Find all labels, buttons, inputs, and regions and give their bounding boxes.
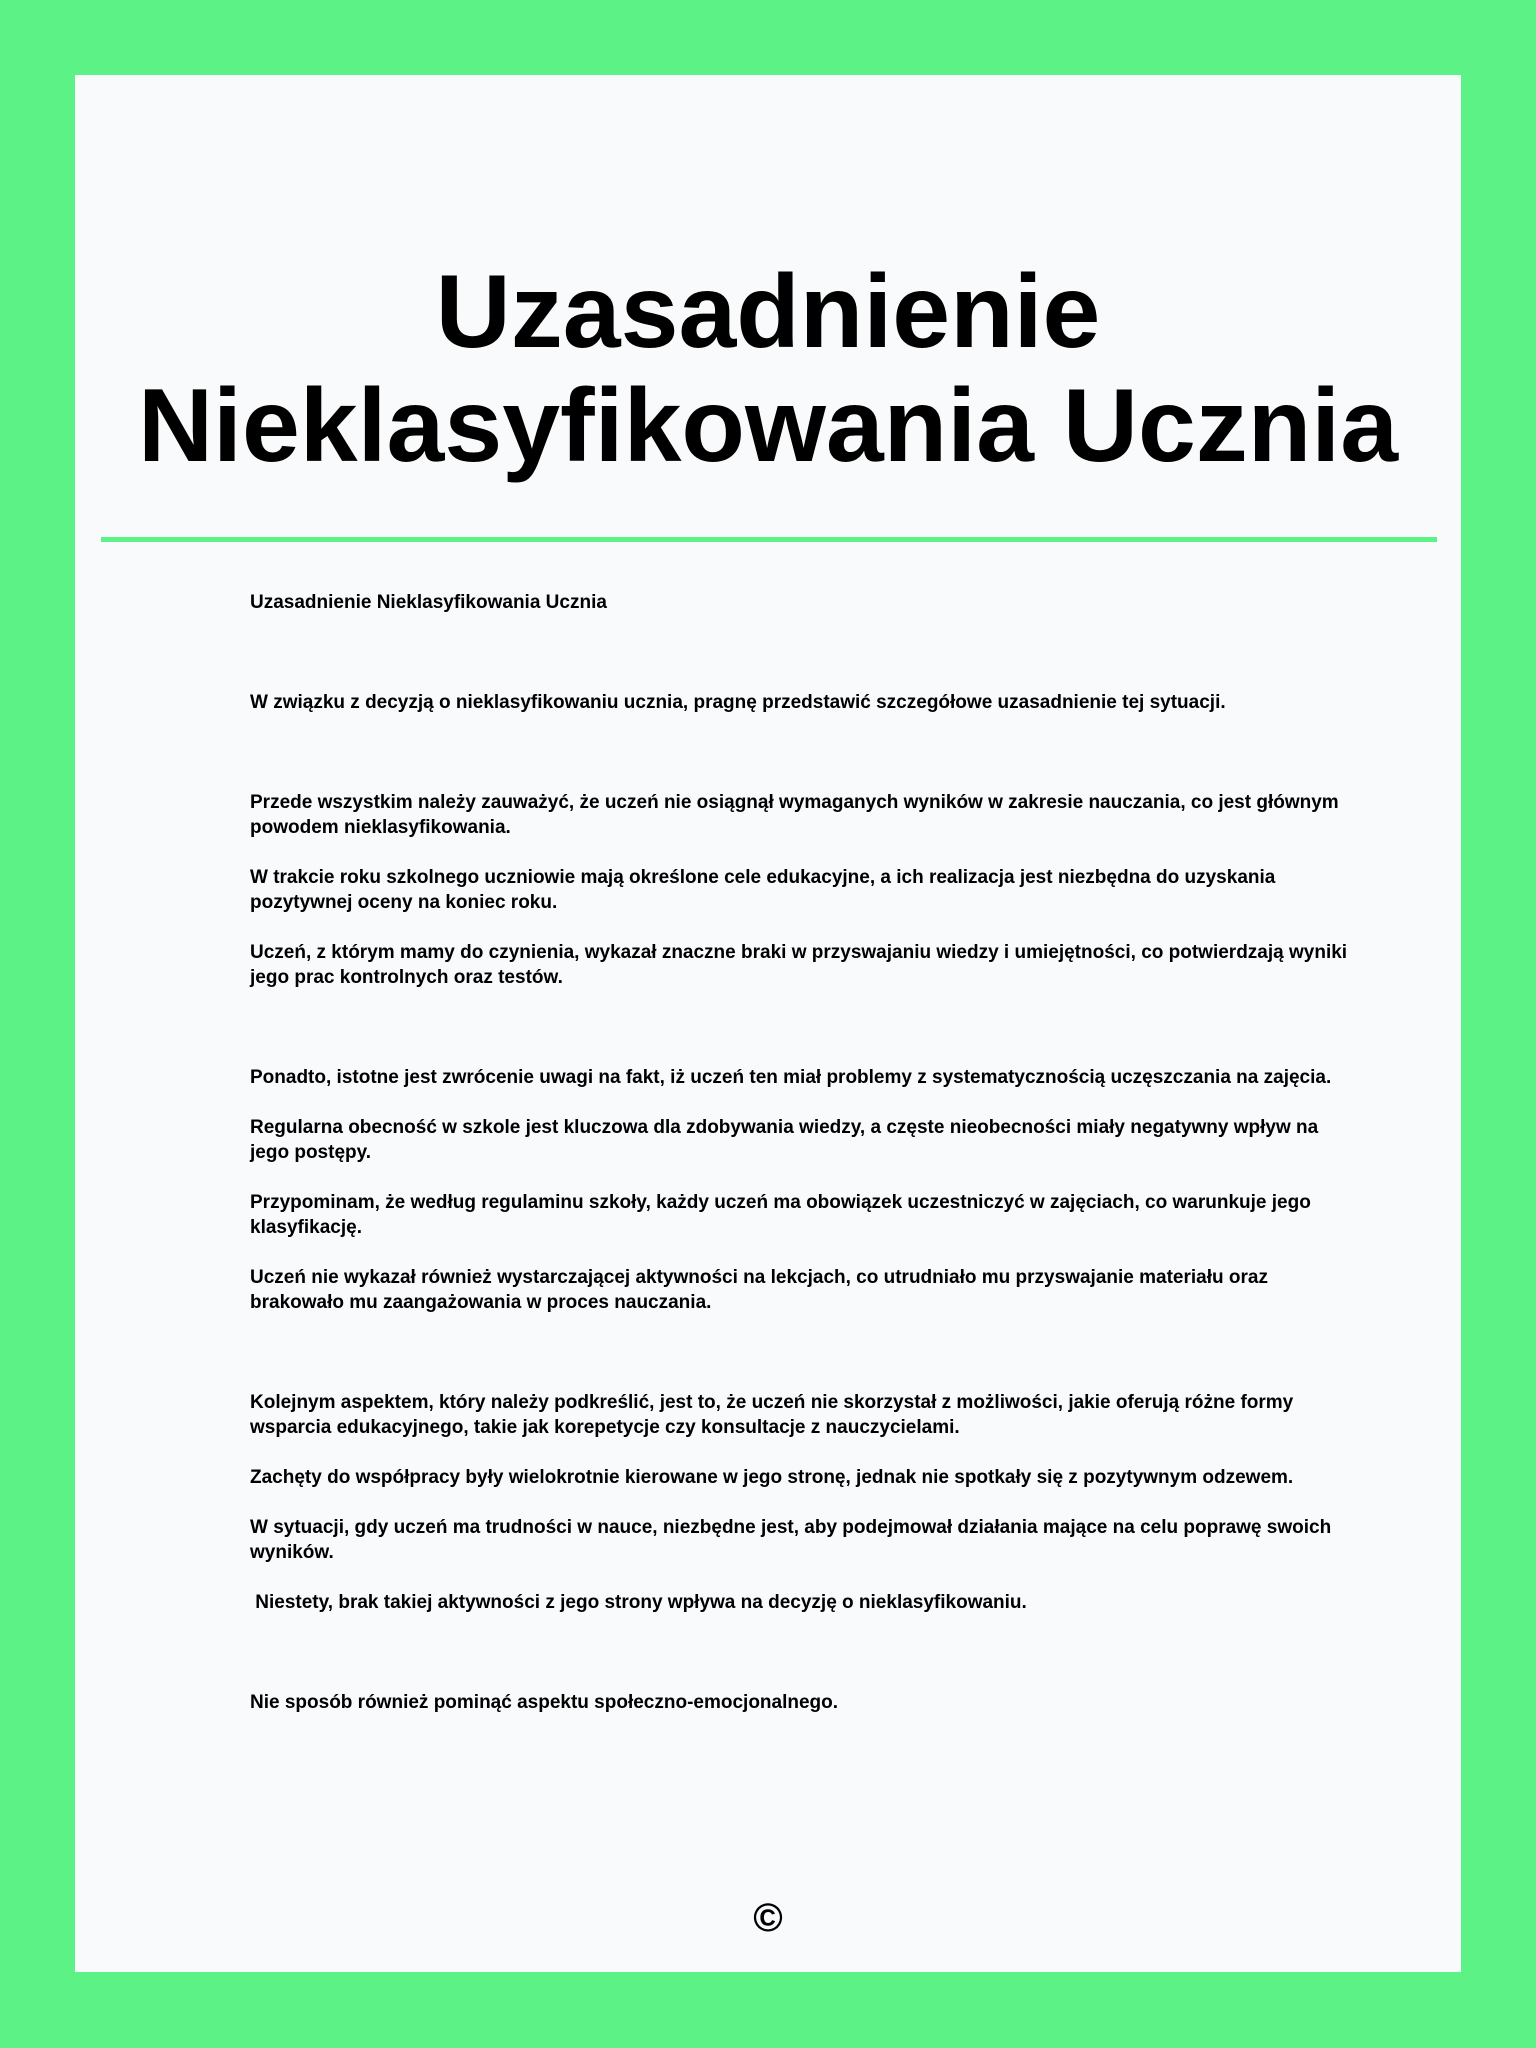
paragraph-3: W trakcie roku szkolnego uczniowie mają określone cele edukacyjne, a ich realizacja jest niezbędna do uzyskania pozytywnej oceny na koniec roku.: [250, 867, 1281, 913]
paragraph-9: Kolejnym aspektem, który należy podkreślić, jest to, że uczeń nie skorzystał z możliwości, jakie oferują różne formy wsparcia edukacyjnego, takie jak korepetycje czy konsultacje z nauczycielami.: [250, 1392, 1299, 1438]
paragraph-6: Regularna obecność w szkole jest kluczowa dla zdobywania wiedzy, a częste nieobecności miały negatywny wpływ na jego postępy.: [250, 1117, 1324, 1163]
paragraph-1: W związku z decyzją o nieklasyfikowaniu ucznia, pragnę przedstawić szczegółowe uzasadnienie tej sytuacji.: [250, 692, 1226, 713]
paragraph-8: Uczeń nie wykazał również wystarczającej aktywności na lekcjach, co utrudniało mu przyswajanie materiału oraz brakowało mu zaangażowania w proces nauczania.: [250, 1267, 1274, 1313]
paragraph-12: Niestety, brak takiej aktywności z jego strony wpływa na decyzję o nieklasyfikowaniu.: [250, 1592, 1027, 1613]
document-page: [75, 75, 1461, 1972]
paragraph-4: Uczeń, z którym mamy do czynienia, wykazał znaczne braki w przyswajaniu wiedzy i umiejętności, co potwierdzają wyniki jego prac kontrolnych oraz testów.: [250, 942, 1353, 988]
paragraph-7: Przypominam, że według regulaminu szkoły, każdy uczeń ma obowiązek uczestniczyć w zajęciach, co warunkuje jego klasyfikację.: [250, 1192, 1317, 1238]
paragraph-10: Zachęty do współpracy były wielokrotnie kierowane w jego stronę, jednak nie spotkały się z pozytywnym odzewem.: [250, 1467, 1294, 1488]
title-line-1: Uzasadnienie: [435, 254, 1101, 370]
paragraph-11: W sytuacji, gdy uczeń ma trudności w nauce, niezbędne jest, aby podejmował działania mające na celu poprawę swoich wyników.: [250, 1517, 1337, 1563]
body-heading: Uzasadnienie Nieklasyfikowania Ucznia: [250, 592, 607, 613]
copyright-symbol: ©: [753, 1896, 783, 1940]
paragraph-13: Nie sposób również pominąć aspektu społeczno-emocjonalnego.: [250, 1692, 839, 1713]
paragraph-2: Przede wszystkim należy zauważyć, że uczeń nie osiągnął wymaganych wyników w zakresie nauczania, co jest głównym powodem nieklasyfikowania.: [250, 792, 1344, 838]
paragraph-5: Ponadto, istotne jest zwrócenie uwagi na fakt, iż uczeń ten miał problemy z systematycznością uczęszczania na zajęcia.: [250, 1067, 1332, 1088]
document-body: [250, 590, 1353, 1740]
document-title: [75, 255, 1461, 483]
title-divider: [101, 537, 1437, 542]
title-line-2: Nieklasyfikowania Ucznia: [137, 368, 1399, 484]
